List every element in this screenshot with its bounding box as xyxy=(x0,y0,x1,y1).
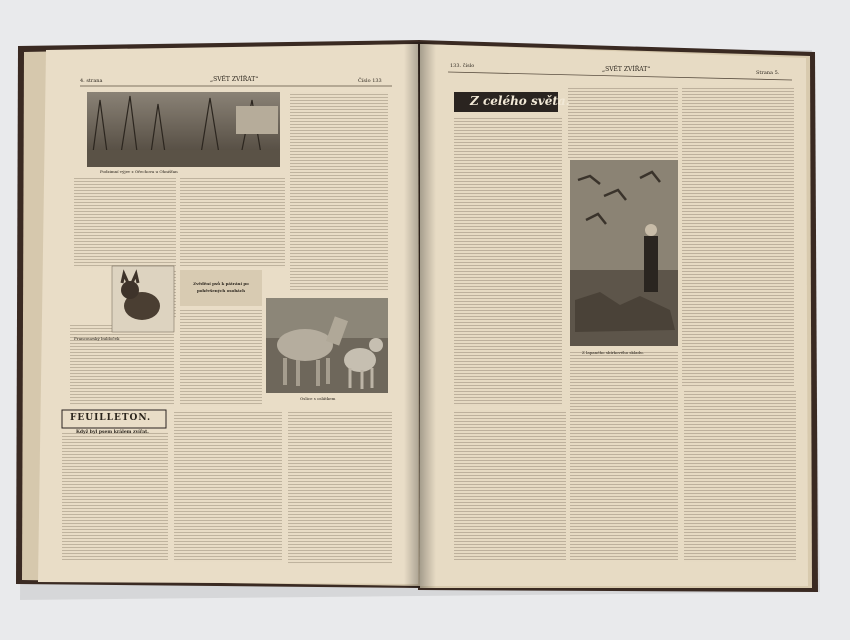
top-photo-caption: Podzimní výjev z Ořechova u Ohnišťan xyxy=(100,169,178,174)
right-lower-col-c xyxy=(684,390,796,562)
left-lower-col-a xyxy=(62,432,168,560)
left-lower-col-b xyxy=(174,412,282,562)
section-title: Z celého světa. xyxy=(470,94,570,108)
right-lower-col-b xyxy=(570,350,678,560)
donkey-adult xyxy=(277,329,333,361)
left-text-col-c xyxy=(290,92,388,292)
right-issue-label: 133. číslo xyxy=(450,63,475,69)
room-caption: Z lapaného sbírkového skladu. xyxy=(582,350,644,355)
donkey-photo-sky xyxy=(266,298,388,338)
left-lower-col-c xyxy=(288,412,392,564)
top-photo-building xyxy=(236,106,278,134)
dog-caption: Francouzský buldoček xyxy=(74,336,120,341)
room-man xyxy=(644,236,658,292)
top-photo-ground xyxy=(87,150,280,167)
right-text-col-b xyxy=(568,86,678,158)
right-text-col-a xyxy=(454,116,562,406)
left-text-col-b xyxy=(180,178,285,268)
left-text-col-b2 xyxy=(180,310,262,406)
donkey-caption: Oslice s oslátkem xyxy=(300,396,336,401)
room-man-head xyxy=(645,224,657,236)
left-issue-label: Číslo 133 xyxy=(358,78,382,84)
right-lower-col-a xyxy=(454,410,566,560)
dog-head xyxy=(121,281,139,299)
right-running-title: „SVĚT ZVÍŘAT“ xyxy=(602,66,651,73)
foal-head xyxy=(369,338,383,352)
center-headline: Zvědění psů k pátrání po pohřešených osobách xyxy=(193,281,249,293)
left-running-title: „SVĚT ZVÍŘAT“ xyxy=(210,76,259,83)
feuilleton-subtitle: Když byl psem králem zvířat. xyxy=(76,430,149,435)
right-page-label: Strana 5. xyxy=(756,70,780,76)
left-text-col-a xyxy=(74,178,176,268)
feuilleton-title: FEUILLETON. xyxy=(70,413,152,423)
left-page-label: 4. strana xyxy=(80,78,103,84)
gutter-shadow xyxy=(404,42,436,588)
right-text-col-c xyxy=(682,86,794,386)
